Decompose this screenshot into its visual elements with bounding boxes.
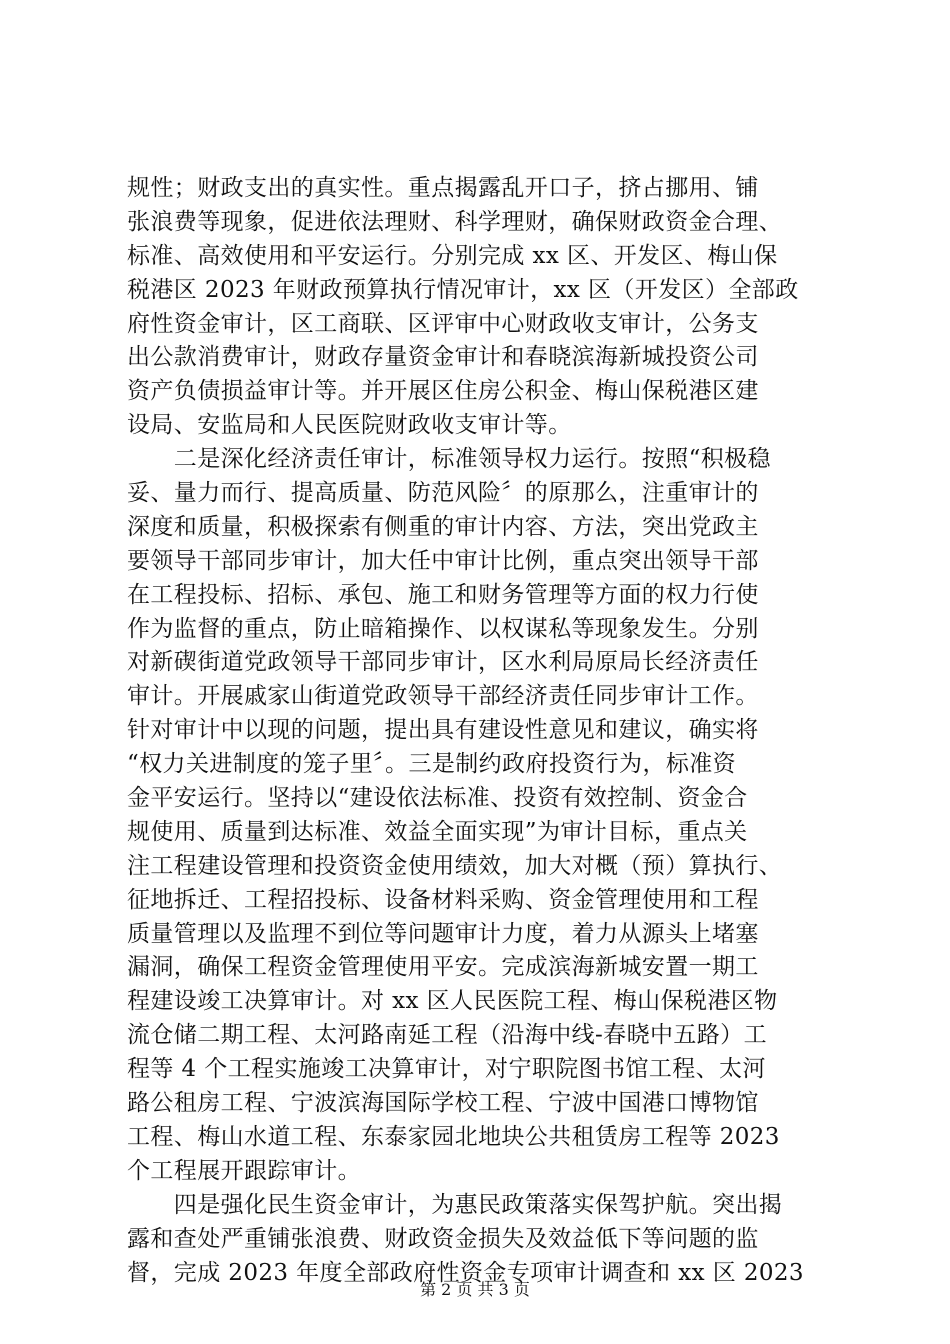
text-line: 个工程展开跟踪审计。 <box>127 1157 361 1184</box>
text-line: 深度和质量，积极探索有侧重的审计内容、方法，突出党政主 <box>127 513 759 540</box>
text-line: 征地拆迁、工程招投标、设备材料采购、资金管理使用和工程 <box>127 886 759 913</box>
text-line: 针对审计中以现的问题，提出具有建设性意见和建议，确实将 <box>127 717 759 744</box>
page-number-footer: 第 2 页 共 3 页 <box>420 1280 530 1299</box>
text-line: 审计。开展戚家山街道党政领导干部经济责任同步审计工作。 <box>127 683 759 710</box>
text-line: “权力关进制度的笼子里〞。三是制约政府投资行为，标准资 <box>127 751 737 778</box>
text-line: 督，完成 2023 年度全部政府性资金专项审计调查和 xx 区 2023 <box>127 1259 804 1286</box>
text-line: 税港区 2023 年财政预算执行情况审计，xx 区（开发区）全部政 <box>127 276 799 303</box>
text-line: 要领导干部同步审计，加大任中审计比例，重点突出领导干部 <box>127 547 759 574</box>
text-line: 标准、高效使用和平安运行。分别完成 xx 区、开发区、梅山保 <box>127 242 778 269</box>
text-line: 规性；财政支出的真实性。重点揭露乱开口子，挤占挪用、铺 <box>127 175 759 201</box>
text-line: 二是深化经济责任审计，标准领导权力运行。按照“积极稳 <box>127 446 771 473</box>
text-line: 资产负债损益审计等。并开展区住房公积金、梅山保税港区建 <box>127 378 759 405</box>
text-line: 作为监督的重点，防止暗箱操作、以权谋私等现象发生。分别 <box>127 615 759 642</box>
text-line: 漏洞，确保工程资金管理使用平安。完成滨海新城安置一期工 <box>127 954 759 981</box>
text-line: 张浪费等现象，促进依法理财、科学理财，确保财政资金合理、 <box>127 208 783 235</box>
text-line: 工程、梅山水道工程、东泰家园北地块公共租赁房工程等 2023 <box>127 1123 780 1150</box>
text-line: 金平安运行。坚持以“建设依法标准、投资有效控制、资金合 <box>127 785 748 812</box>
text-line: 流仓储二期工程、太河路南延工程（沿海中线-春晓中五路）工 <box>127 1022 767 1049</box>
text-line: 四是强化民生资金审计，为惠民政策落实保驾护航。突出揭 <box>127 1191 783 1218</box>
text-line: 程建设竣工决算审计。对 xx 区人民医院工程、梅山保税港区物 <box>127 988 778 1015</box>
text-line: 对新碶街道党政领导干部同步审计，区水利局原局长经济责任 <box>127 649 759 676</box>
text-line: 在工程投标、招标、承包、施工和财务管理等方面的权力行使 <box>127 581 759 608</box>
text-line: 程等 4 个工程实施竣工决算审计，对宁职院图书馆工程、太河 <box>127 1056 766 1083</box>
text-line: 质量管理以及监理不到位等问题审计力度，着力从源头上堵塞 <box>127 920 759 947</box>
text-line: 设局、安监局和人民医院财政收支审计等。 <box>127 412 572 439</box>
text-line: 出公款消费审计，财政存量资金审计和春晓滨海新城投资公司 <box>127 344 759 371</box>
text-line: 府性资金审计，区工商联、区评审中心财政收支审计，公务支 <box>127 310 759 337</box>
text-line: 露和查处严重铺张浪费、财政资金损失及效益低下等问题的监 <box>127 1225 759 1252</box>
text-line: 注工程建设管理和投资资金使用绩效，加大对概（预）算执行、 <box>127 852 783 879</box>
text-line: 妥、量力而行、提高质量、防范风险〞的原那么，注重审计的 <box>127 480 759 507</box>
text-line: 规使用、质量到达标准、效益全面实现”为审计目标，重点关 <box>127 818 748 845</box>
document-body <box>127 172 837 1290</box>
text-line: 路公租房工程、宁波滨海国际学校工程、宁波中国港口博物馆 <box>127 1090 759 1117</box>
